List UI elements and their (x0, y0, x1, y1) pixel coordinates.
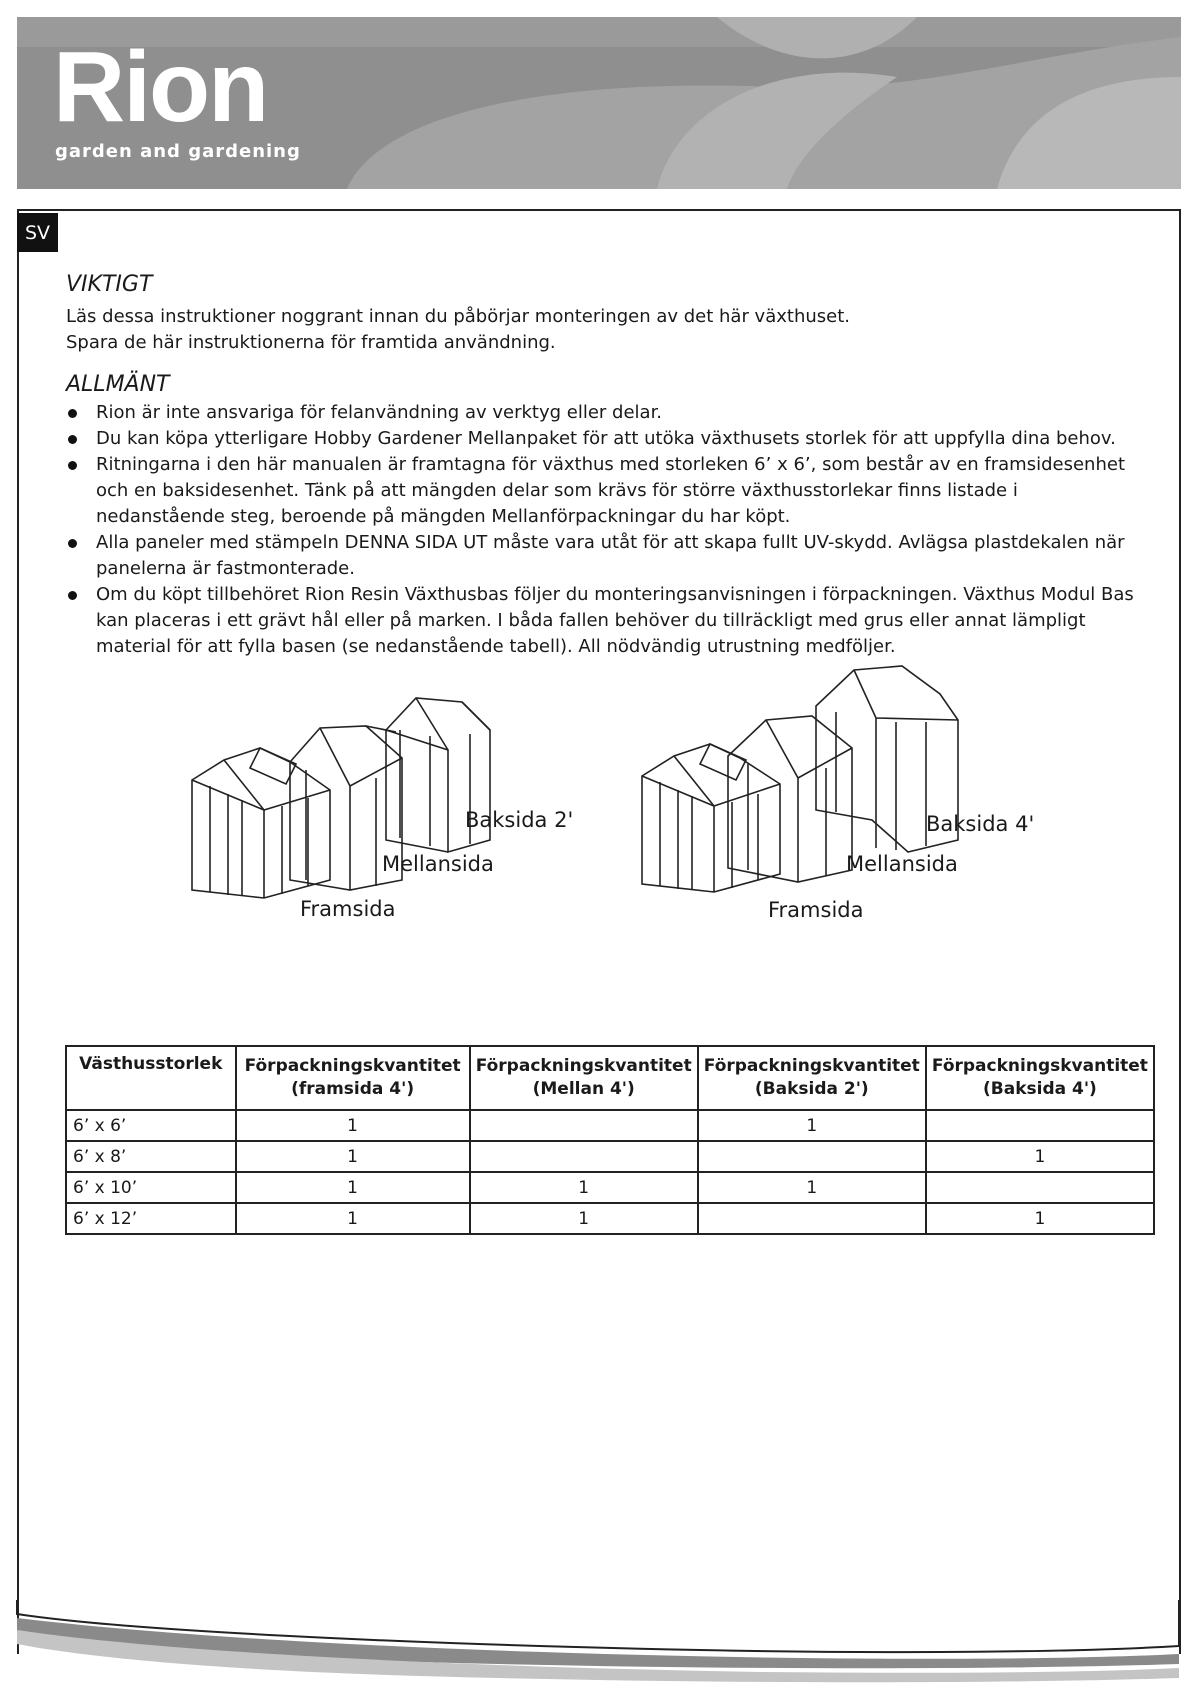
list-item: Rion är inte ansvariga för felanvändning av verktyg eller delar. (66, 400, 1136, 426)
table-cell: 1 (236, 1141, 470, 1172)
table-cell: 1 (926, 1203, 1154, 1234)
brand-tagline: garden and gardening (55, 141, 301, 162)
column-header-subtitle: (Baksida 4') (983, 1079, 1097, 1099)
column-header-title: Förpackningskvantitet (703, 1056, 920, 1076)
table-cell: 1 (698, 1110, 926, 1141)
table-cell: 1 (698, 1172, 926, 1203)
important-line: Läs dessa instruktioner noggrant innan du påbörjar monteringen av det här växthuset. (66, 306, 851, 327)
table-cell (698, 1141, 926, 1172)
greenhouse-4ft-illustration (640, 660, 1000, 920)
back-section-label: Baksida 2' (465, 808, 574, 832)
column-header (926, 1046, 1154, 1110)
package-quantity-table (65, 1045, 1155, 1235)
column-header-title: Förpackningskvantitet (244, 1056, 461, 1076)
list-item: Alla paneler med stämpeln DENNA SIDA UT måste vara utåt för att skapa fullt UV-skydd. Avlägsa plastdekalen när panelerna är fastmonterade. (66, 530, 1136, 582)
list-item: Om du köpt tillbehöret Rion Resin Växthusbas följer du monteringsanvisningen i förpackningen. Växthus Modul Bas kan placeras i ett grävt hål eller på marken. I båda fallen behöver du tillräckligt med grus eller annat lämpligt material för att fylla basen (se nedanstående tabell). All nödvändig utrustning medföljer. (66, 582, 1136, 660)
general-bullet-list (66, 400, 1136, 660)
table-header-row (66, 1046, 1154, 1110)
table-cell: 6’ x 10’ (66, 1172, 236, 1203)
table-row (66, 1203, 1154, 1234)
table-cell: 1 (236, 1203, 470, 1234)
table-row (66, 1110, 1154, 1141)
column-header-title: Förpackningskvantitet (475, 1056, 692, 1076)
brand-logo: Rion (53, 31, 268, 143)
table-row (66, 1172, 1154, 1203)
table-cell: 1 (470, 1203, 698, 1234)
column-header (470, 1046, 698, 1110)
table-cell (470, 1141, 698, 1172)
list-item: Du kan köpa ytterligare Hobby Gardener Mellanpaket för att utöka växthusets storlek för att uppfylla dina behov. (66, 426, 1136, 452)
table-cell: 6’ x 12’ (66, 1203, 236, 1234)
table-cell (698, 1203, 926, 1234)
table-cell (470, 1110, 698, 1141)
column-header-subtitle: (Mellan 4') (532, 1079, 635, 1099)
front-section-label: Framsida (768, 898, 864, 922)
table-cell: 6’ x 8’ (66, 1141, 236, 1172)
important-heading: VIKTIGT (66, 272, 153, 297)
back-section-label: Baksida 4' (926, 812, 1035, 836)
column-header-subtitle: (framsida 4') (291, 1079, 415, 1099)
table-row (66, 1141, 1154, 1172)
table-cell: 1 (926, 1141, 1154, 1172)
language-badge: SV (17, 213, 58, 252)
table-cell (926, 1172, 1154, 1203)
middle-section-label: Mellansida (382, 852, 494, 876)
important-line: Spara de här instruktionerna för framtida användning. (66, 332, 556, 353)
list-item: Ritningarna i den här manualen är framtagna för växthus med storleken 6’ x 6’, som består av en framsidesenhet och en baksidesenhet. Tänk på att mängden delar som krävs för större växthusstorlekar finns listade i nedanstående steg, beroende på mängden Mellanförpackningar du har köpt. (66, 452, 1136, 530)
column-header (236, 1046, 470, 1110)
table-cell: 1 (236, 1172, 470, 1203)
general-heading: ALLMÄNT (66, 372, 170, 397)
middle-section-label: Mellansida (846, 852, 958, 876)
page-curl-decoration (0, 1600, 1190, 1684)
header-banner (17, 17, 1181, 189)
greenhouse-2ft-illustration (190, 690, 530, 920)
column-header-title: Västhusstorlek (79, 1054, 223, 1074)
table-cell: 6’ x 6’ (66, 1110, 236, 1141)
column-header (698, 1046, 926, 1110)
table-cell: 1 (236, 1110, 470, 1141)
table-cell: 1 (470, 1172, 698, 1203)
column-header-title: Förpackningskvantitet (931, 1056, 1148, 1076)
column-header (66, 1046, 236, 1110)
column-header-subtitle: (Baksida 2') (754, 1079, 869, 1099)
table-cell (926, 1110, 1154, 1141)
front-section-label: Framsida (300, 897, 396, 921)
